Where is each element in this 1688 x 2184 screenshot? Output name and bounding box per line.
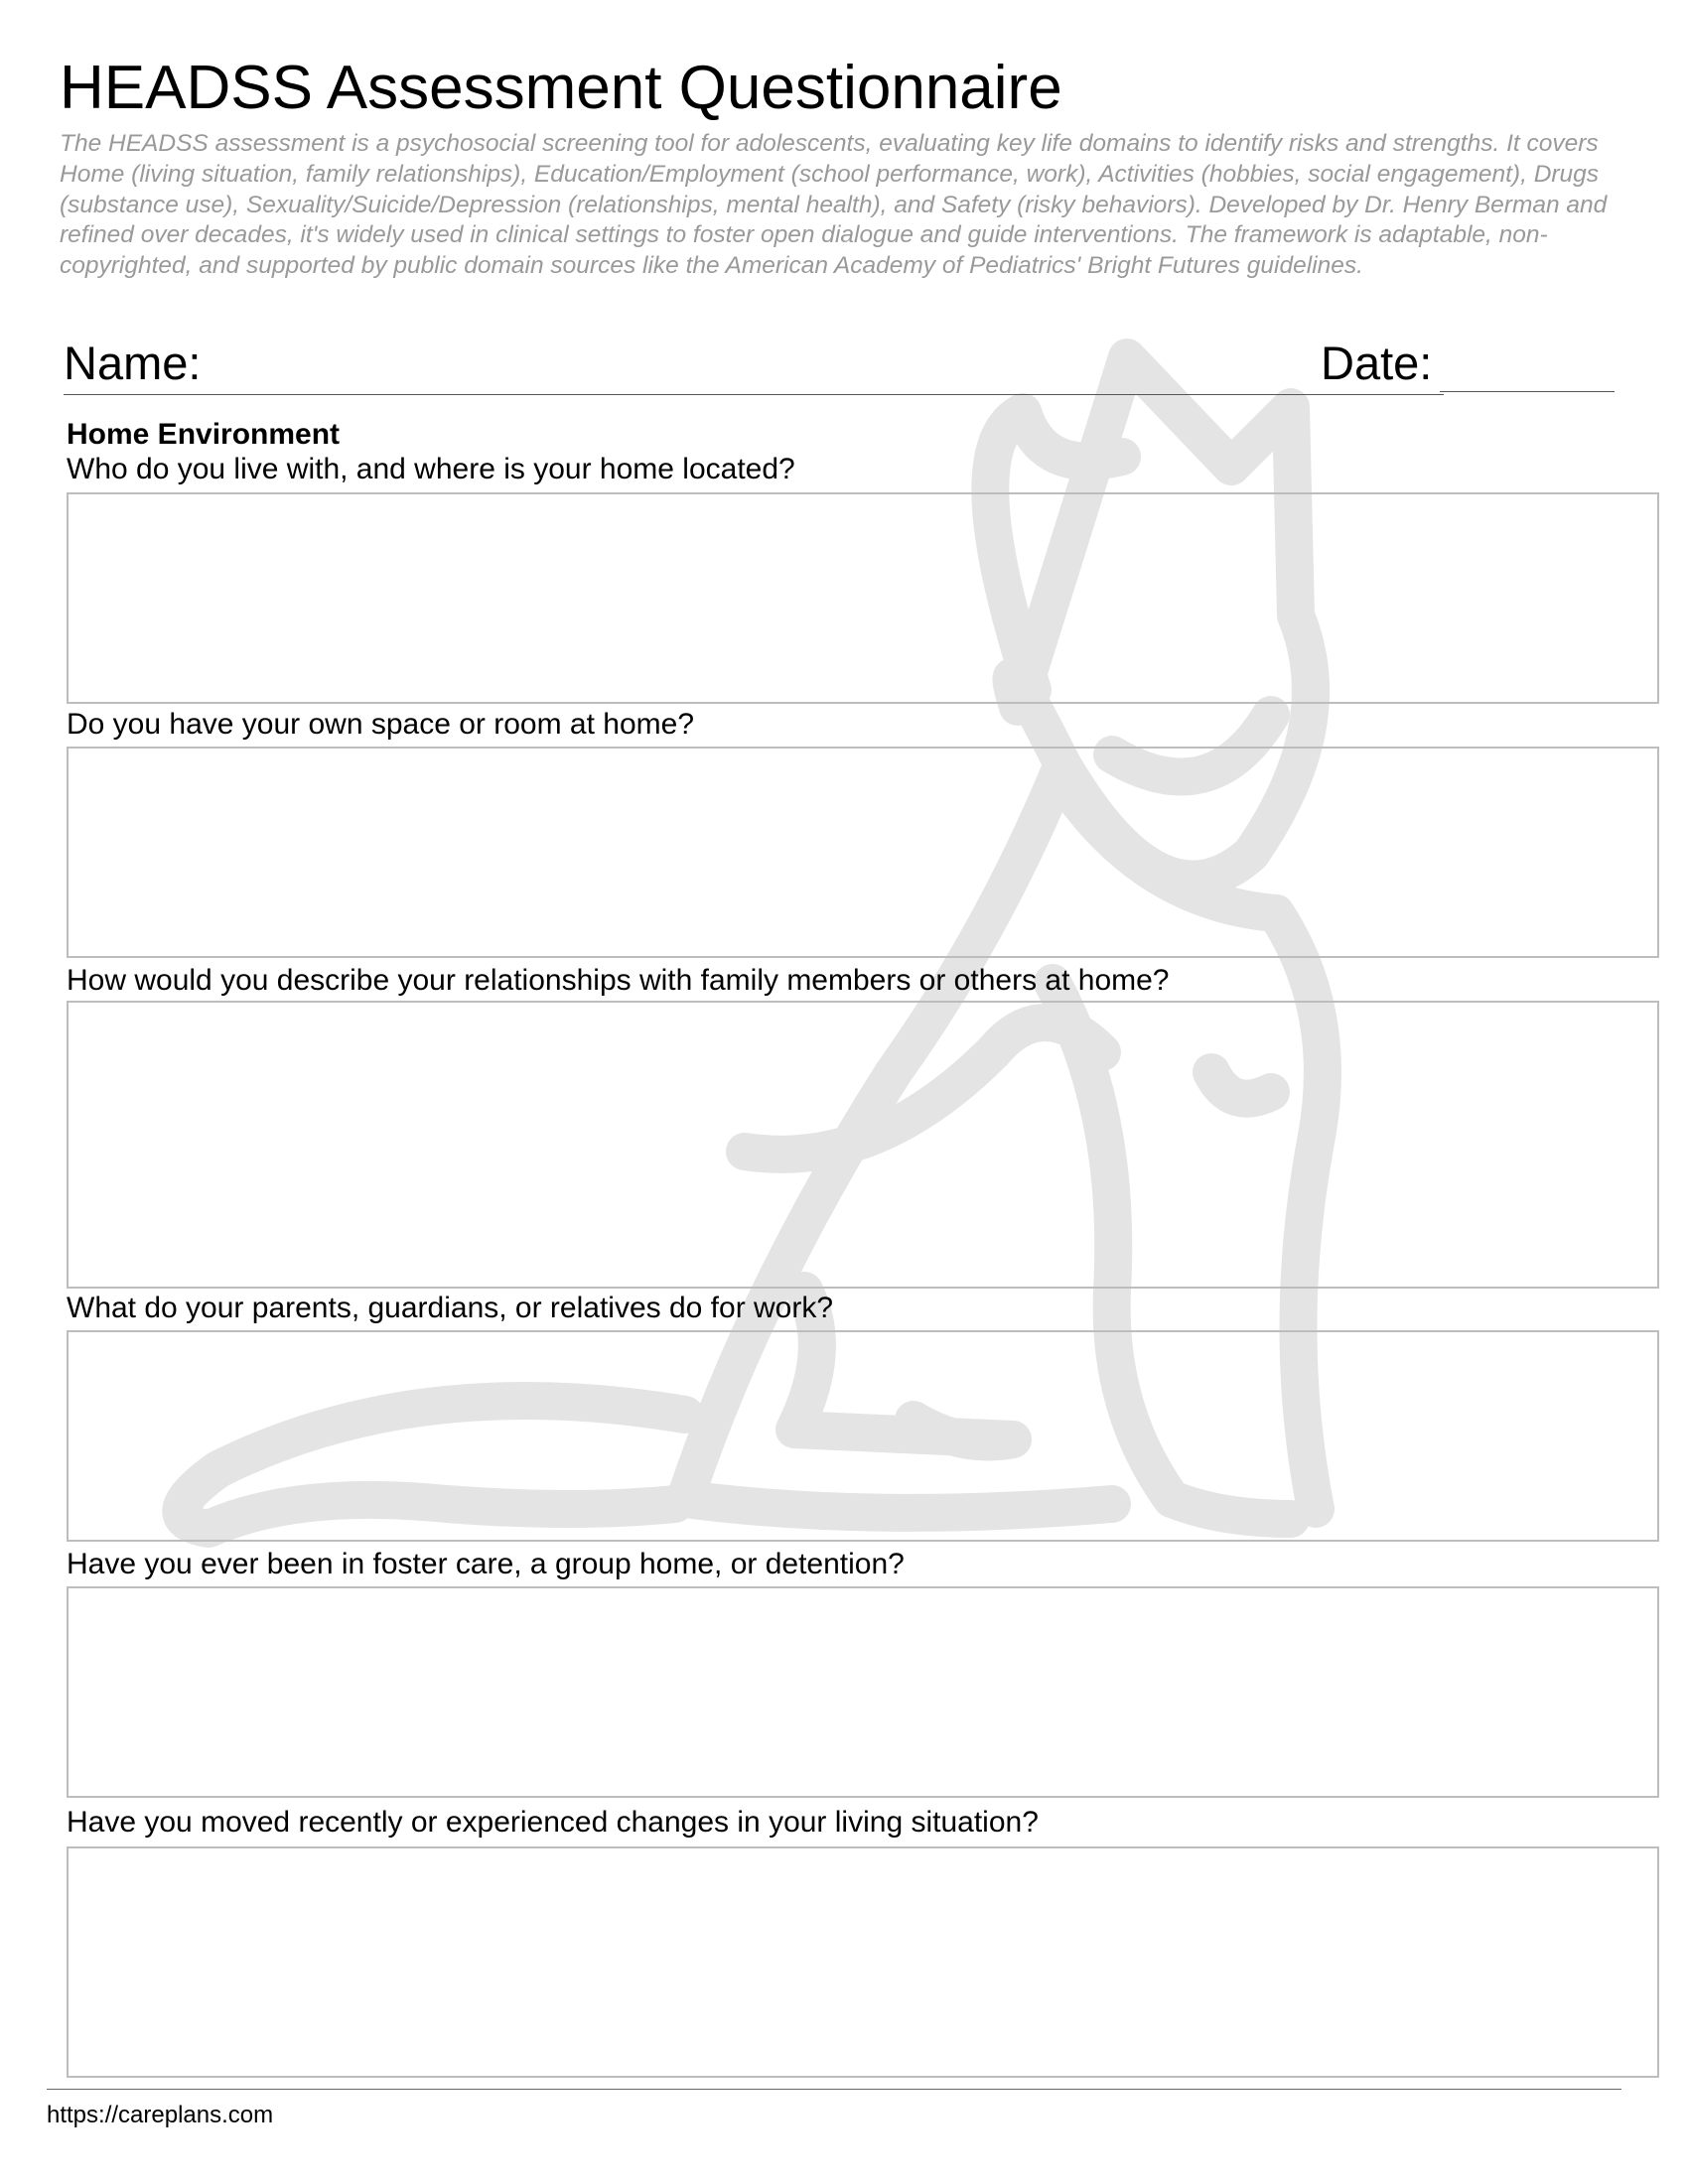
name-underline[interactable] xyxy=(64,394,1444,395)
question-1: Who do you live with, and where is your home located? xyxy=(67,453,795,485)
question-5: Have you ever been in foster care, a group home, or detention? xyxy=(67,1548,905,1580)
date-label: Date: xyxy=(1321,337,1433,389)
answer-box-3[interactable] xyxy=(67,1001,1659,1289)
answer-box-5[interactable] xyxy=(67,1586,1659,1798)
question-6: Have you moved recently or experienced changes in your living situation? xyxy=(67,1806,1039,1839)
question-2: Do you have your own space or room at home? xyxy=(67,708,695,741)
question-3: How would you describe your relationships with family members or others at home? xyxy=(67,964,1170,997)
name-label: Name: xyxy=(64,337,202,389)
section-heading: Home Environment xyxy=(67,418,341,451)
answer-box-2[interactable] xyxy=(67,747,1659,958)
footer-url: https://careplans.com xyxy=(47,2102,274,2128)
answer-box-4[interactable] xyxy=(67,1330,1659,1542)
intro-paragraph: The HEADSS assessment is a psychosocial screening tool for adolescents, evaluating key life domains to identify risks and strengths. It covers Home (living situation, family relationships), Education/Employment (school performance, work), Activities (hobbies, social engagement), Drugs (substance use), Sexuality/Suicide/Depression (relationships, mental health), and Safety (risky behaviors). Developed by Dr. Henry Berman and refined over decades, it's widely used in clinical settings to foster open dialogue and guide interventions. The framework is adaptable, non-copyrighted, and supported by public domain sources like the American Academy of Pediatrics' Bright Futures guidelines. xyxy=(60,130,1608,280)
answer-box-1[interactable] xyxy=(67,492,1659,704)
answer-box-6[interactable] xyxy=(67,1846,1659,2078)
date-underline[interactable] xyxy=(1440,391,1615,392)
footer-divider xyxy=(47,2089,1621,2090)
question-4: What do your parents, guardians, or relatives do for work? xyxy=(67,1292,834,1324)
document-title: HEADSS Assessment Questionnaire xyxy=(60,54,1062,122)
